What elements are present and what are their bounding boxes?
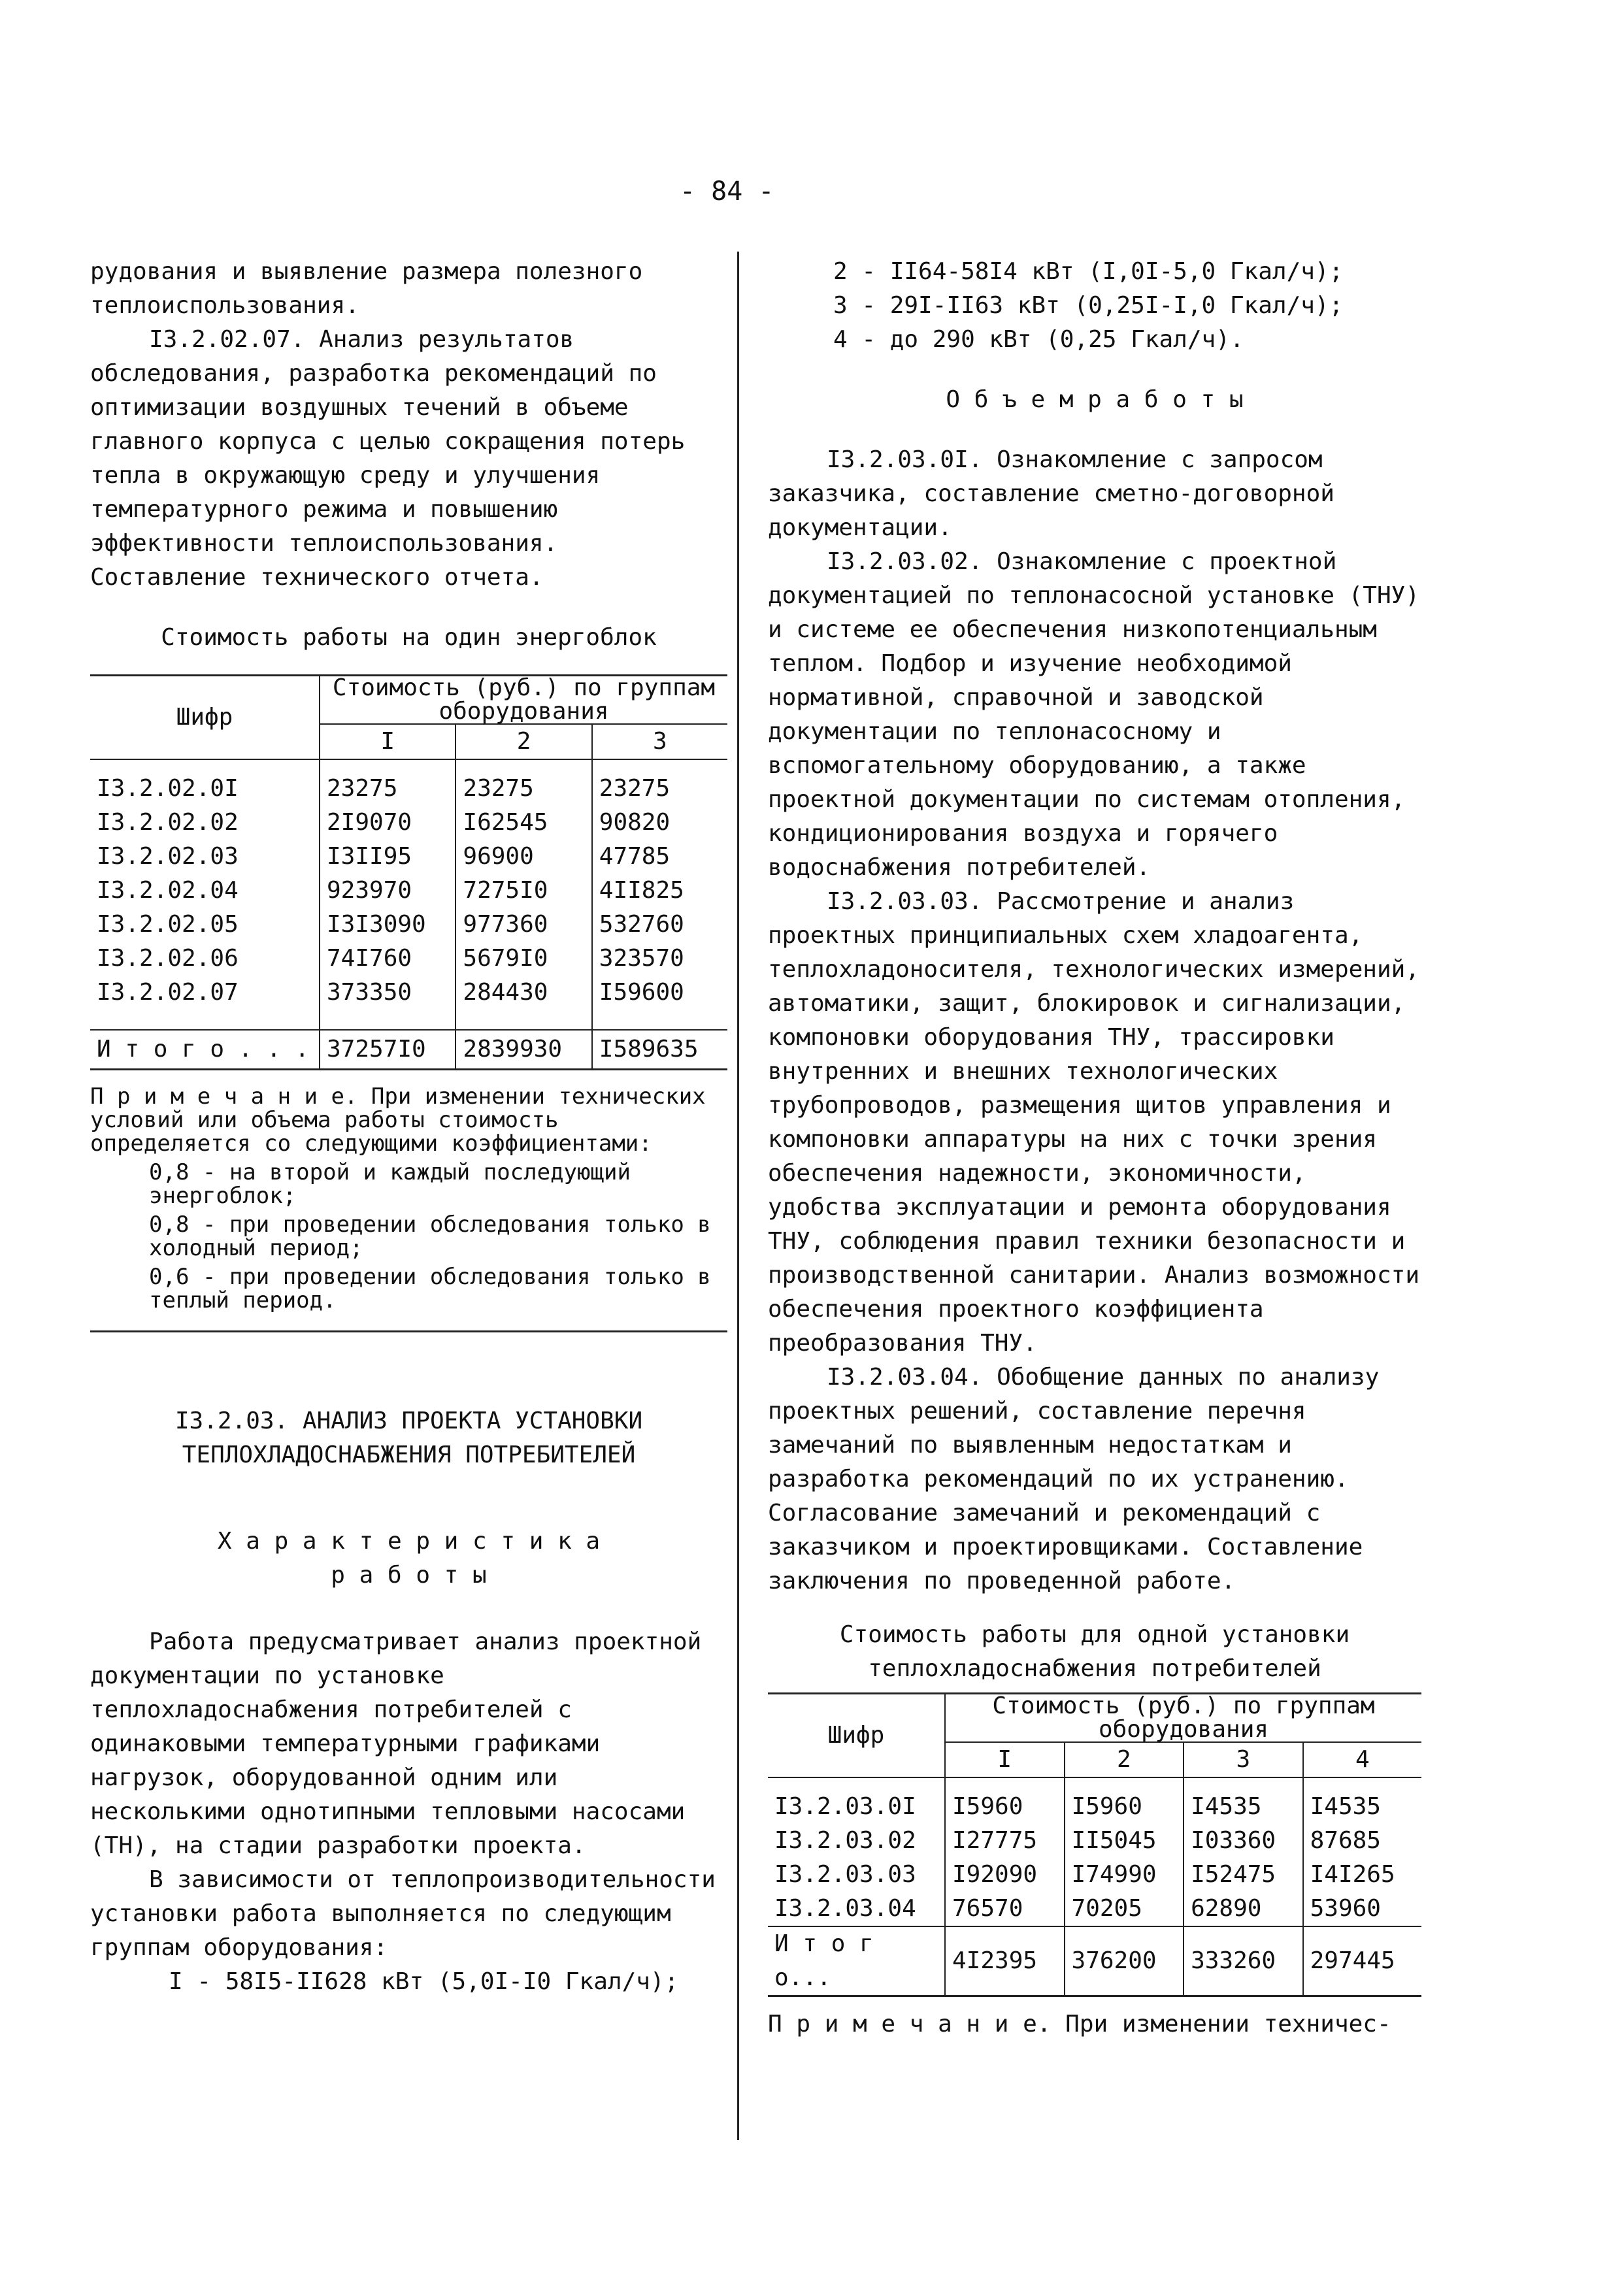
value-cell: 87685 (1303, 1824, 1421, 1858)
total-label: И т о г о... (768, 1926, 945, 1996)
value-cell: I4535 (1303, 1790, 1421, 1824)
value-cell: 62890 (1184, 1892, 1303, 1926)
header-cost: Стоимость (руб.) по группам оборудования (945, 1694, 1421, 1743)
paragraph: I3.2.03.0I. Ознакомление с запросом заказчика, составление сметно-договорной документации. (768, 446, 1334, 541)
value-cell: I4I265 (1303, 1858, 1421, 1892)
value-cell: 2I9070 (320, 806, 456, 840)
group-header: I (945, 1742, 1065, 1777)
section-title: I3.2.03. АНАЛИЗ ПРОЕКТА УСТАНОВКИ (174, 1407, 643, 1434)
header-shifr: Шифр (90, 676, 320, 760)
table-row (90, 840, 727, 874)
total-cell: 37257I0 (320, 1030, 456, 1069)
value-cell: I62545 (456, 806, 591, 840)
code-cell: I3.2.02.02 (97, 809, 239, 836)
value-cell: 532760 (592, 908, 727, 942)
table-row (768, 1858, 1421, 1892)
value-cell: 977360 (456, 908, 591, 942)
group-header: 2 (1065, 1742, 1184, 1777)
value-cell: 7275I0 (456, 874, 591, 908)
value-cell: 76570 (945, 1892, 1065, 1926)
value-cell: I52475 (1184, 1858, 1303, 1892)
value-cell: I92090 (945, 1858, 1065, 1892)
group-line: I - 58I5-II628 кВт (5,0I-I0 Гкал/ч); (169, 1968, 679, 1995)
total-row (768, 1926, 1421, 1996)
column-divider (737, 252, 739, 2140)
value-cell: I4535 (1184, 1790, 1303, 1824)
page-number: - 84 - (680, 176, 774, 206)
table-title: Стоимость работы на один энергоблок (161, 624, 657, 651)
code-cell: I3.2.03.03 (774, 1861, 916, 1888)
value-cell: 23275 (456, 772, 591, 806)
value-cell: I74990 (1065, 1858, 1184, 1892)
value-cell: 23275 (320, 772, 456, 806)
header-shifr: Шифр (768, 1694, 945, 1778)
table-row (90, 772, 727, 806)
total-cell: I589635 (592, 1030, 727, 1069)
subsection-title: Х а р а к т е р и с т и к а (217, 1527, 601, 1555)
paragraph: В зависимости от теплопроизводительности установки работа выполняется по следующим группам оборудования: (90, 1866, 716, 1961)
table-row (90, 942, 727, 976)
table-title: Стоимость работы для одной установки (839, 1621, 1350, 1648)
table-row (768, 1892, 1421, 1926)
value-cell: I27775 (945, 1824, 1065, 1858)
paragraph: I3.2.03.04. Обобщение данных по анализу проектных решений, составление перечня замечаний по выявленным недостаткам и разработка рекомендаций по их устранению. Согласование замечаний и рекомендаций с заказчиком и проектировщиками. Составление заключения по проведенной работе. (768, 1364, 1380, 1594)
section-title: ТЕПЛОХЛАДОСНАБЖЕНИЯ ПОТРЕБИТЕЛЕЙ (182, 1441, 636, 1468)
total-cell: 333260 (1184, 1926, 1303, 1996)
table-row (90, 908, 727, 942)
note-heading: П р и м е ч а н и е. (90, 1083, 358, 1110)
table-title: теплохладоснабжения потребителей (868, 1655, 1321, 1682)
code-cell: I3.2.02.06 (97, 945, 239, 972)
value-cell: 4II825 (592, 874, 727, 908)
value-cell: 74I760 (320, 942, 456, 976)
value-cell: 284430 (456, 976, 591, 1010)
code-cell: I3.2.03.04 (774, 1895, 916, 1922)
group-header: 3 (1184, 1742, 1303, 1777)
total-cell: 2839930 (456, 1030, 591, 1069)
value-cell: I3I3090 (320, 908, 456, 942)
total-cell: 297445 (1303, 1926, 1421, 1996)
value-cell: I03360 (1184, 1824, 1303, 1858)
table-row (90, 976, 727, 1010)
value-cell: 96900 (456, 840, 591, 874)
left-column (90, 255, 727, 1999)
subsection-title: р а б о т ы (331, 1561, 487, 1589)
paragraph: I3.2.03.02. Ознакомление с проектной документацией по теплонасосной установке (ТНУ) и системе ее обеспечения низкопотенциальным теплом. Подбор и изучение необходимой нормативной, справочной и заводской документации по теплонасосному и вспомогательному оборудованию, а также проектной документации по системам отопления, кондиционирования воздуха и горячего водоснабжения потребителей. (768, 548, 1419, 881)
table-row (768, 1824, 1421, 1858)
note-block (90, 1085, 727, 1312)
value-cell: 373350 (320, 976, 456, 1010)
value-cell: 53960 (1303, 1892, 1421, 1926)
value-cell: I5960 (1065, 1790, 1184, 1824)
note-item: 0,8 - на второй и каждый последующий энергоблок; (149, 1159, 631, 1209)
paragraph: Работа предусматривает анализ проектной документации по установке теплохладоснабжения потребителей с одинаковыми температурными графиками нагрузок, оборудованной одним или несколькими однотипными тепловыми насосами (ТН), на стадии разработки проекта. (90, 1628, 702, 1859)
table-row (768, 1790, 1421, 1824)
value-cell: 323570 (592, 942, 727, 976)
table-row (90, 874, 727, 908)
note-text: При изменении технических условий или объема работы стоимость определяется со следующими коэффициентами: (90, 1083, 706, 1157)
code-cell: I3.2.02.04 (97, 877, 239, 904)
value-cell: II5045 (1065, 1824, 1184, 1858)
value-cell: 90820 (592, 806, 727, 840)
right-column (768, 255, 1421, 2041)
group-header: 3 (592, 724, 727, 759)
value-cell: I3II95 (320, 840, 456, 874)
header-cost: Стоимость (руб.) по группам оборудования (320, 676, 727, 725)
total-cell: 376200 (1065, 1926, 1184, 1996)
code-cell: I3.2.02.05 (97, 911, 239, 938)
group-line: 2 - II64-58I4 кВт (I,0I-5,0 Гкал/ч); (833, 258, 1344, 285)
value-cell: 23275 (592, 772, 727, 806)
cost-table-installation (768, 1692, 1421, 1997)
note-item: 0,6 - при проведении обследования только в теплый период. (149, 1263, 711, 1313)
subsection-title: О б ъ е м р а б о т ы (946, 386, 1244, 413)
code-cell: I3.2.03.0I (774, 1793, 916, 1820)
paragraph: I3.2.02.07. Анализ результатов обследования, разработка рекомендаций по оптимизации воздушных течений в объеме главного корпуса с целью сокращения потерь тепла в окружающую среду и улучшения температурного режима и повышению эффективности теплоиспользования. Составление технического отчета. (90, 326, 686, 591)
value-cell: I59600 (592, 976, 727, 1010)
value-cell: I5960 (945, 1790, 1065, 1824)
code-cell: I3.2.02.0I (97, 775, 239, 802)
value-cell: 47785 (592, 840, 727, 874)
total-row (90, 1030, 727, 1069)
group-header: 4 (1303, 1742, 1421, 1777)
group-header: I (320, 724, 456, 759)
total-cell: 4I2395 (945, 1926, 1065, 1996)
note-text: П р и м е ч а н и е. При изменении техничес- (768, 2011, 1391, 2037)
note-item: 0,8 - при проведении обследования только в холодный период; (149, 1211, 711, 1261)
code-cell: I3.2.02.07 (97, 979, 239, 1006)
paragraph: I3.2.03.03. Рассмотрение и анализ проектных принципиальных схем хладоагента, теплохладоносителя, технологических измерений, автоматики, защит, блокировок и сигнализации, компоновки оборудования ТНУ, трассировки внутренних и внешних технологических трубопроводов, размещения щитов управления и компоновки аппаратуры на них с точки зрения обеспечения надежности, экономичности, удобства эксплуатации и ремонта оборудования ТНУ, соблюдения правил техники безопасности и производственной санитарии. Анализ возможности обеспечения проектного коэффициента преобразования ТНУ. (768, 888, 1419, 1357)
cost-table-energy-block (90, 674, 727, 1070)
group-line: 3 - 29I-II63 кВт (0,25I-I,0 Гкал/ч); (833, 292, 1344, 319)
value-cell: 70205 (1065, 1892, 1184, 1926)
value-cell: 5679I0 (456, 942, 591, 976)
total-label: И т о г о . . . (90, 1030, 320, 1069)
separator-line (90, 1330, 727, 1332)
paragraph: рудования и выявление размера полезного теплоиспользования. (90, 258, 643, 319)
group-line: 4 - до 290 кВт (0,25 Гкал/ч). (833, 326, 1244, 353)
value-cell: 923970 (320, 874, 456, 908)
table-row (90, 806, 727, 840)
code-cell: I3.2.03.02 (774, 1827, 916, 1854)
group-header: 2 (456, 724, 591, 759)
code-cell: I3.2.02.03 (97, 843, 239, 870)
